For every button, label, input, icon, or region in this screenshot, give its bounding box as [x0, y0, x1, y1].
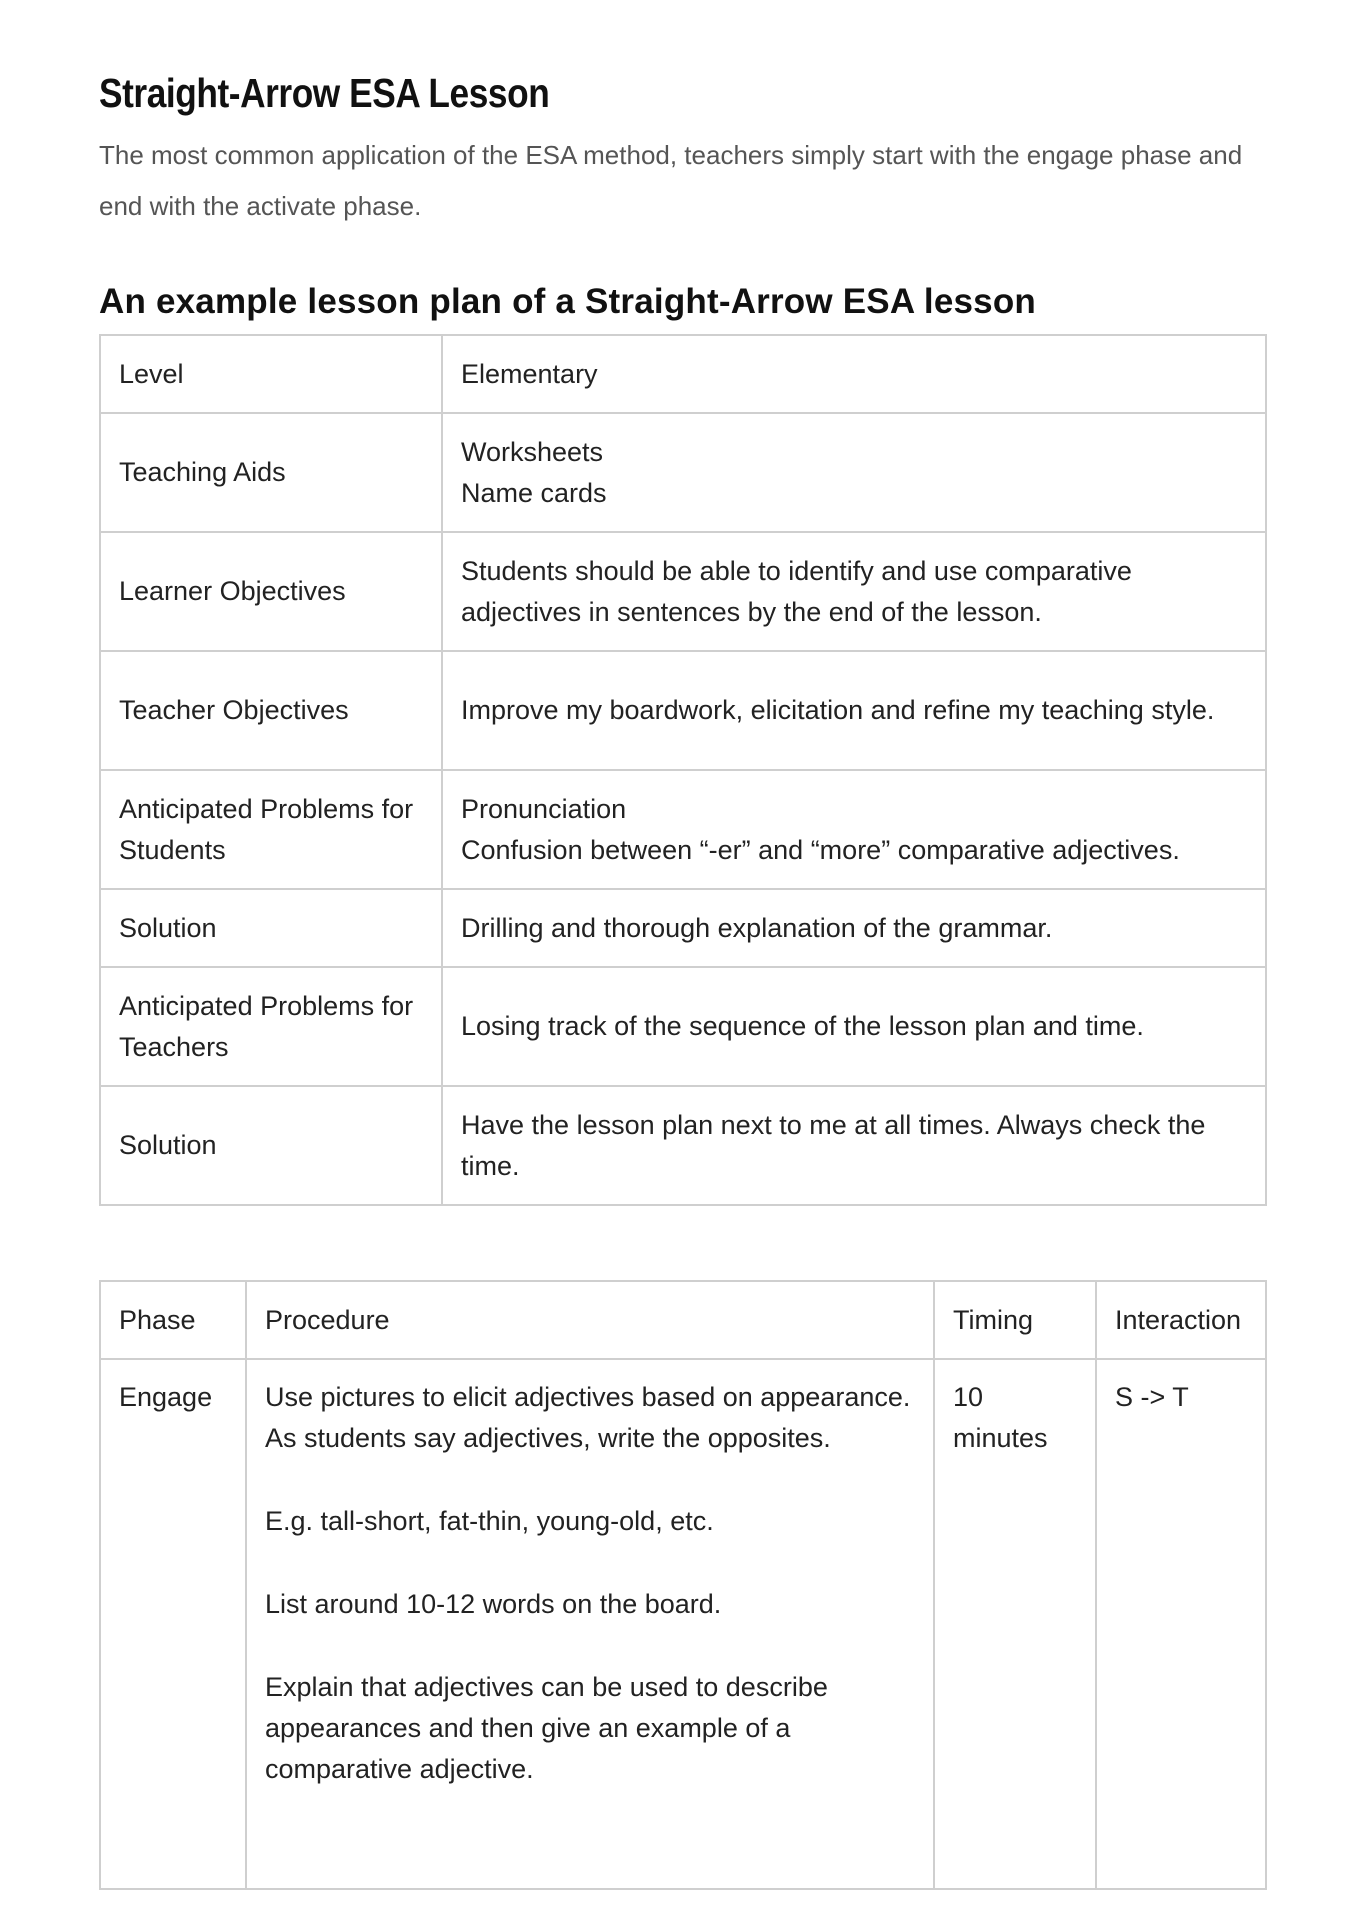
plan-value-line: Name cards [461, 477, 607, 508]
section-subtitle: An example lesson plan of a Straight-Arrow ESA lesson [99, 282, 1037, 321]
table-row [100, 413, 1266, 532]
table-header-row [100, 1281, 1266, 1359]
plan-value-line: Drilling and thorough explanation of the grammar. [461, 912, 1053, 943]
plan-value [442, 335, 1266, 413]
header-timing: Timing [934, 1281, 1096, 1359]
table-row [100, 1359, 1266, 1889]
table-row [100, 967, 1266, 1086]
table-row [100, 335, 1266, 413]
plan-label: Teacher Objectives [100, 651, 442, 770]
phase-cell: Engage [100, 1359, 246, 1889]
procedure-paragraph: List around 10-12 words on the board. [265, 1589, 722, 1619]
timing-cell: 10 minutes [934, 1359, 1096, 1889]
table-row [100, 889, 1266, 967]
header-interaction: Interaction [1096, 1281, 1266, 1359]
plan-label: Level [100, 335, 442, 413]
plan-label: Learner Objectives [100, 532, 442, 651]
procedure-paragraph: Explain that adjectives can be used to describe appearances and then give an example of a comparative adjective. [265, 1672, 828, 1784]
plan-label: Anticipated Problems for Teachers [100, 967, 442, 1086]
procedure-table [99, 1280, 1267, 1890]
plan-label: Teaching Aids [100, 413, 442, 532]
procedure-paragraph: Use pictures to elicit adjectives based on appearance. As students say adjectives, write the opposites. [265, 1382, 911, 1453]
plan-value [442, 967, 1266, 1086]
procedure-cell [246, 1359, 934, 1889]
plan-value-line: Losing track of the sequence of the lesson plan and time. [461, 1011, 1144, 1041]
interaction-cell: S -> T [1096, 1359, 1266, 1889]
plan-value-line: Confusion between “-er” and “more” comparative adjectives. [461, 834, 1180, 865]
header-phase: Phase [100, 1281, 246, 1359]
header-procedure: Procedure [246, 1281, 934, 1359]
plan-label: Anticipated Problems for Students [100, 770, 442, 889]
lesson-plan-table [99, 334, 1267, 1206]
plan-value [442, 1086, 1266, 1205]
plan-value [442, 889, 1266, 967]
plan-value [442, 413, 1266, 532]
intro-text: The most common application of the ESA method, teachers simply start with the engage phase and end with the activate phase. [99, 140, 1243, 221]
plan-value-line: Students should be able to identify and use comparative adjectives in sentences by the end of the lesson. [461, 555, 1132, 627]
plan-value [442, 532, 1266, 651]
table-row [100, 651, 1266, 770]
plan-value-line: Worksheets [461, 436, 604, 467]
plan-value [442, 651, 1266, 770]
page-title: Straight-Arrow ESA Lesson [99, 70, 550, 116]
plan-value [442, 770, 1266, 889]
table-row [100, 770, 1266, 889]
plan-value-line: Pronunciation [461, 793, 627, 824]
table-row [100, 532, 1266, 651]
procedure-paragraph: E.g. tall-short, fat-thin, young-old, etc. [265, 1506, 714, 1536]
plan-value-line: Improve my boardwork, elicitation and refine my teaching style. [461, 695, 1215, 725]
plan-label: Solution [100, 1086, 442, 1205]
plan-value-line: Have the lesson plan next to me at all times. Always check the time. [461, 1109, 1206, 1181]
plan-label: Solution [100, 889, 442, 967]
table-row [100, 1086, 1266, 1205]
plan-value-line: Elementary [461, 358, 598, 389]
